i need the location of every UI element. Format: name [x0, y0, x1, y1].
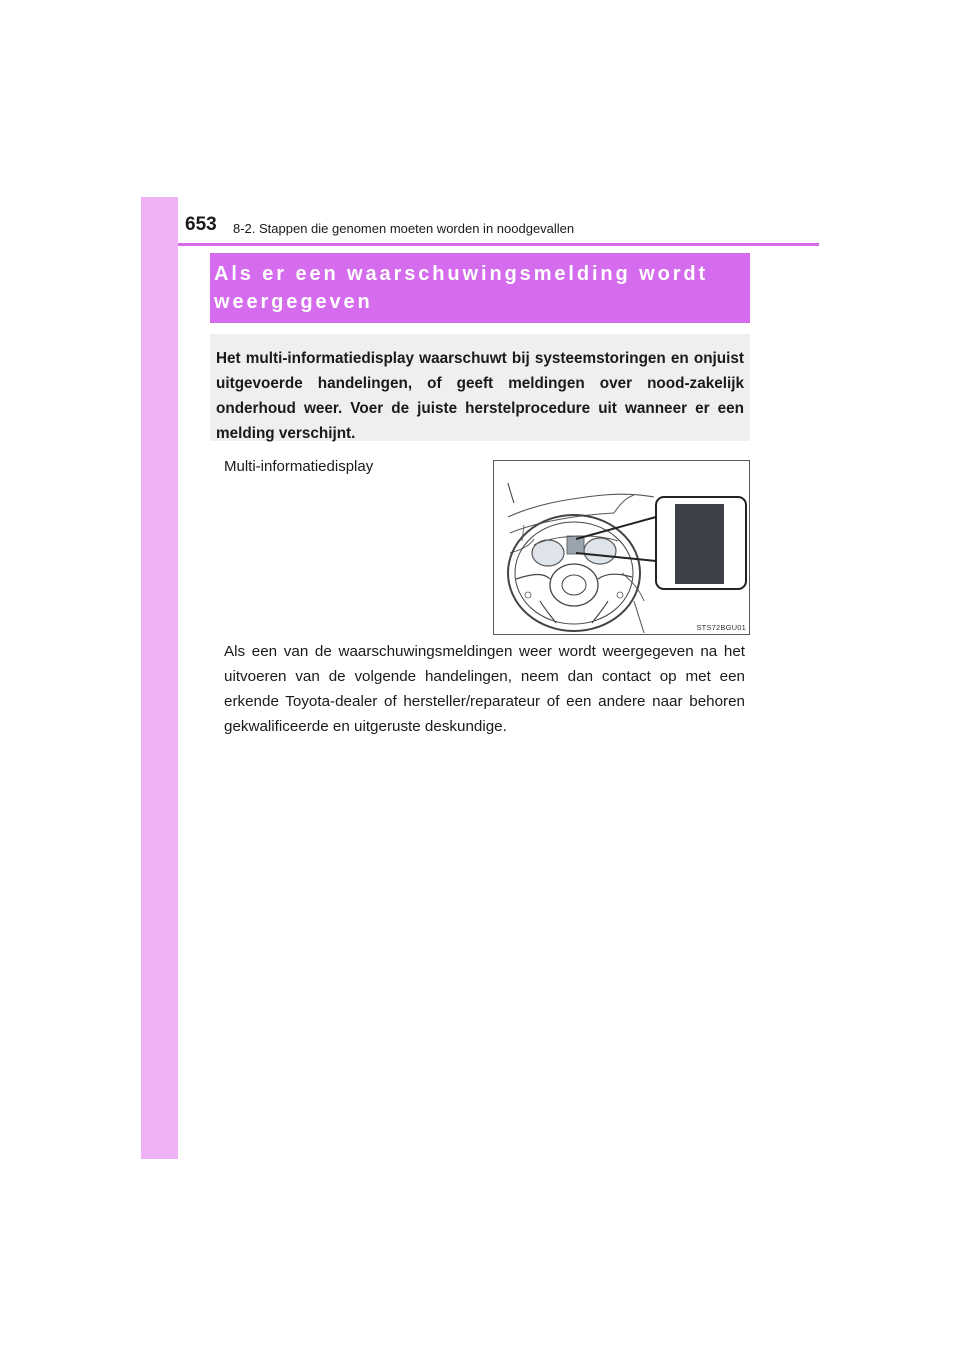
figure-code: STS72BGU01: [696, 623, 746, 632]
steering-wheel-illustration: [494, 461, 750, 635]
section-title: Als er een waarschuwingsmelding wordt weergegeven: [214, 263, 709, 313]
header-rule: [178, 243, 819, 246]
multi-information-display-highlight: [675, 504, 724, 584]
section-title-box: [210, 253, 750, 323]
page-number: 653: [185, 214, 217, 235]
figure-label: Multi-informatiedisplay: [224, 458, 374, 475]
intro-box: [210, 334, 750, 441]
body-paragraph: Als een van de waarschuwingsmeldingen weer wordt weergegeven na het uitvoeren van de volgende handelingen, neem dan contact op met een erkende Toyota-dealer of hersteller/reparateur of een andere naar behoren gekwalificeerde en uitgeruste deskundige.: [224, 643, 745, 735]
intro-text: Het multi-informatiedisplay waarschuwt bij systeemstoringen en onjuist uitgevoerde handelingen, of geeft meldingen over nood-zakelijk onderhoud weer. Voer de juiste herstelprocedure uit wanneer er een melding verschijnt.: [216, 350, 744, 442]
running-header: 8-2. Stappen die genomen moeten worden in noodgevallen: [233, 221, 575, 236]
chapter-side-strip: [141, 197, 178, 1159]
dashboard-illustration: [493, 460, 750, 635]
